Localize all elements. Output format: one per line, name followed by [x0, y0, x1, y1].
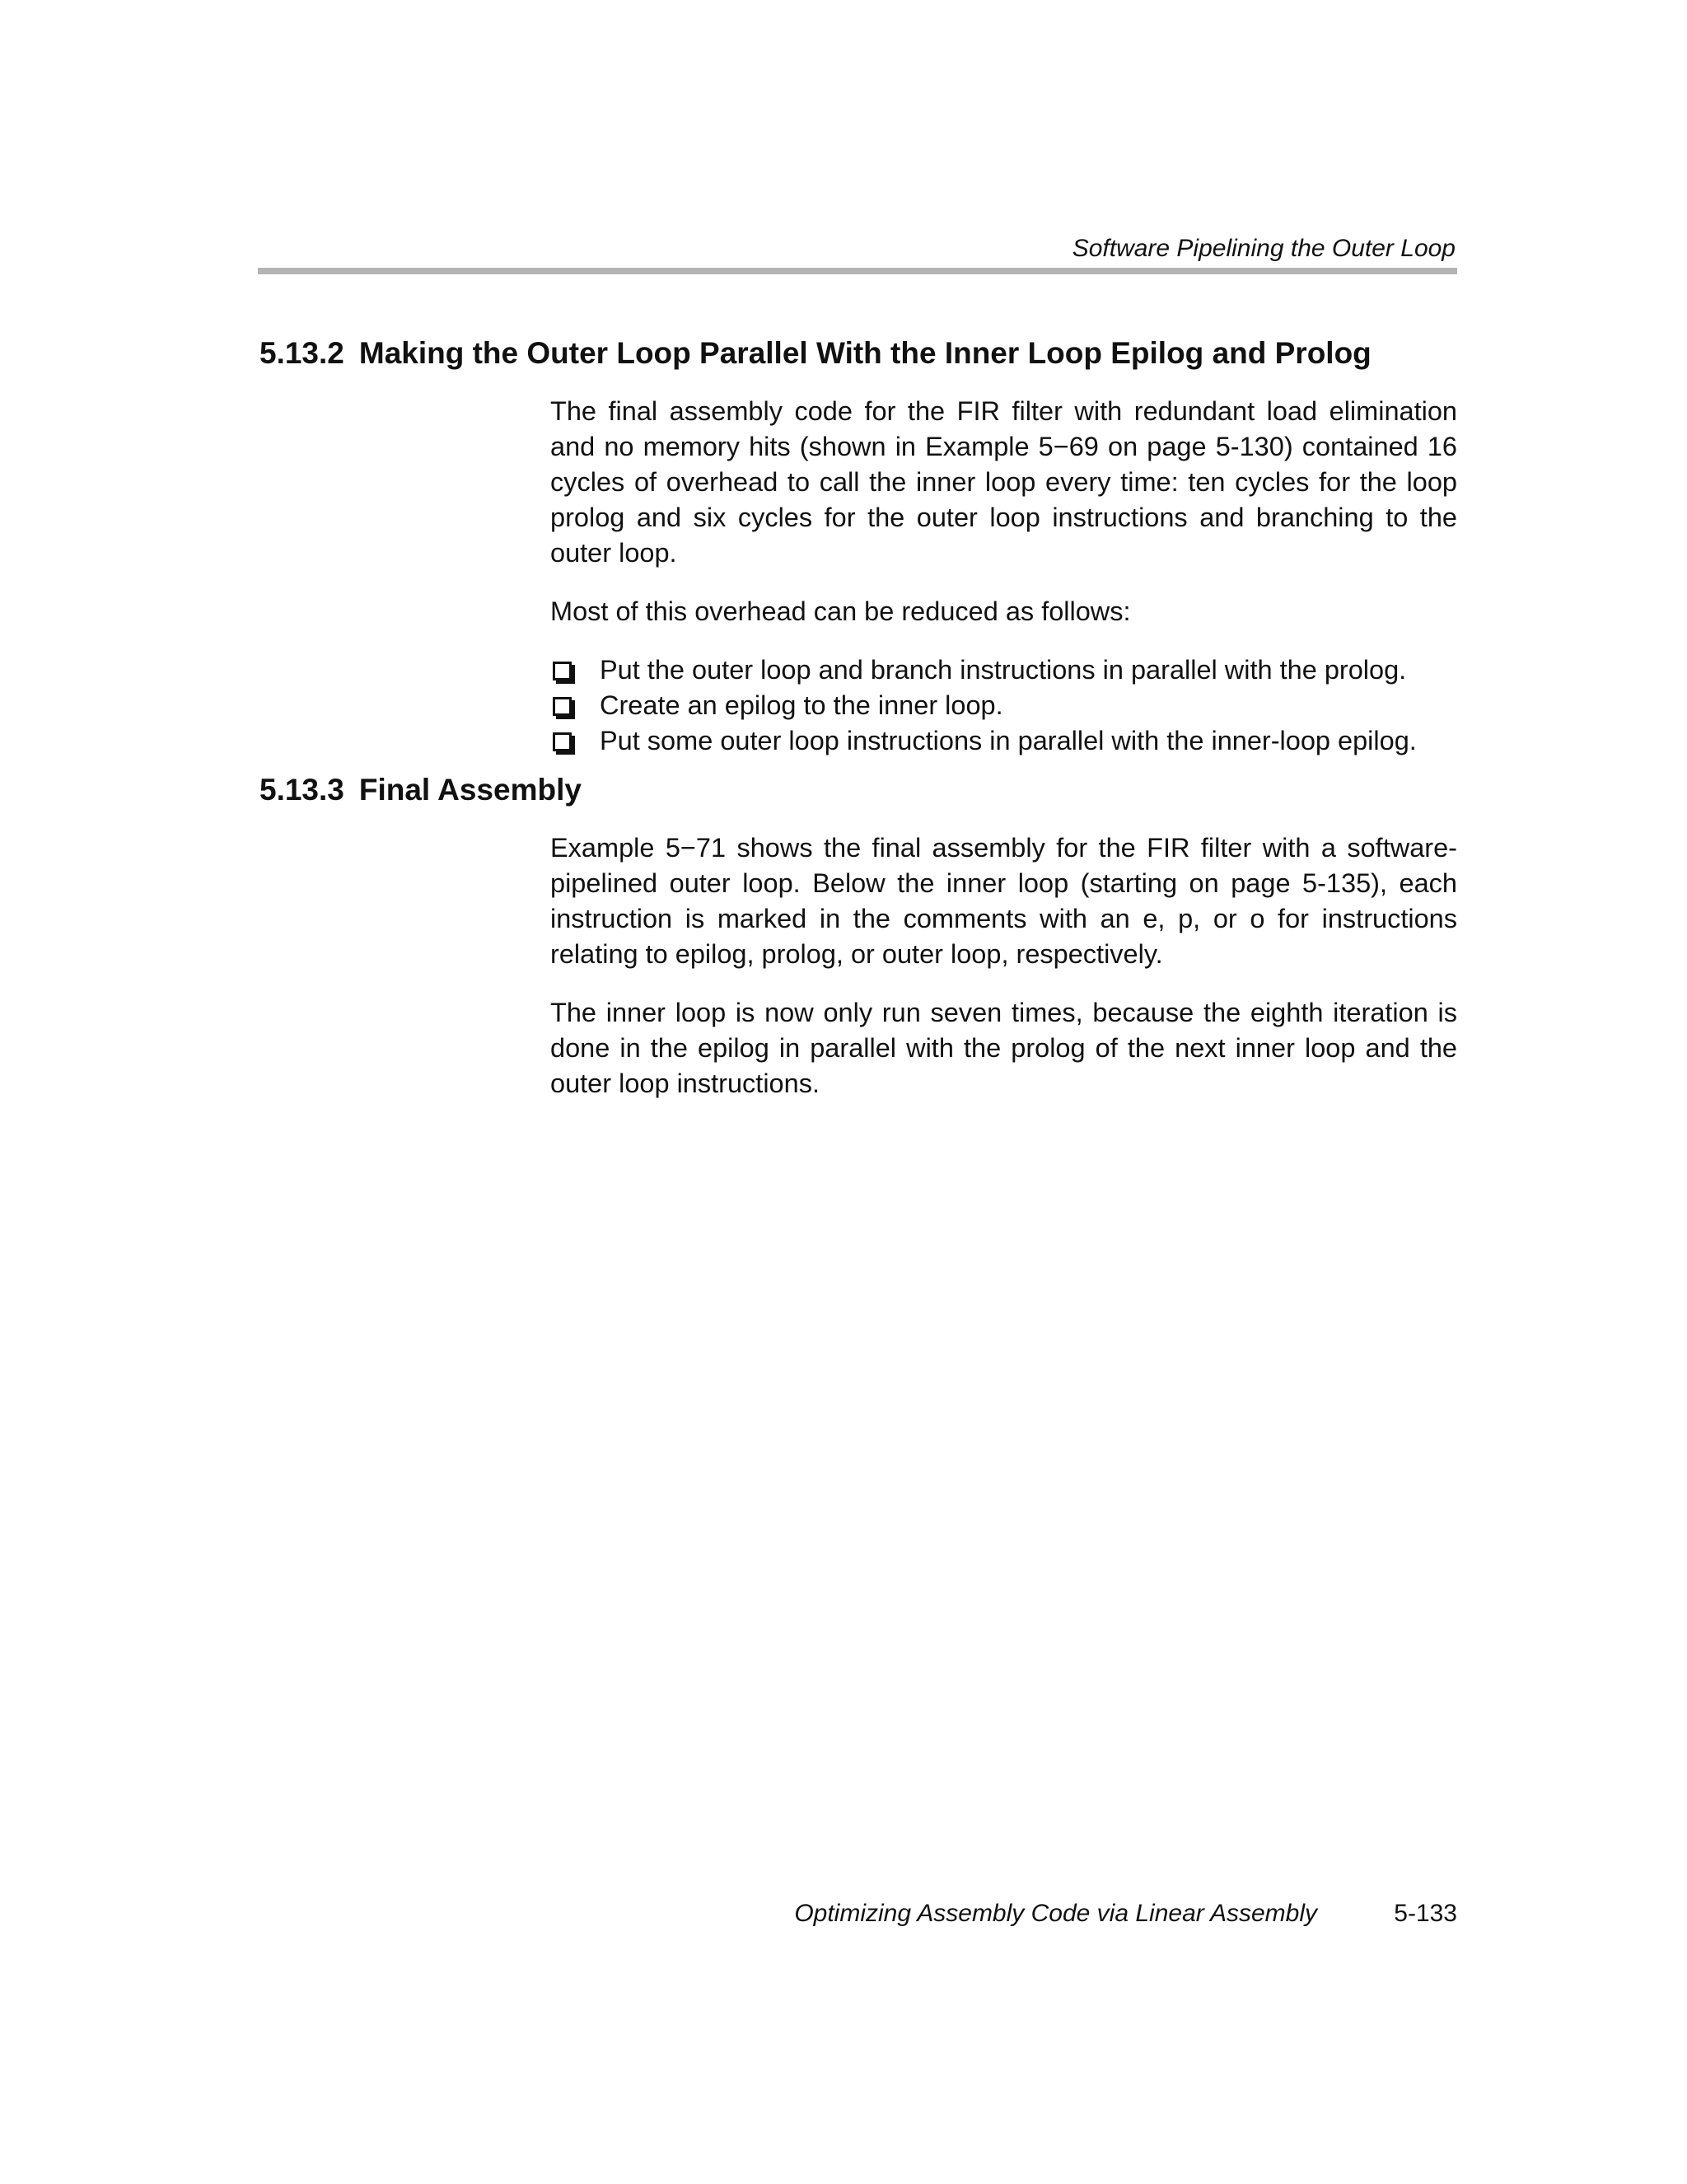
- list-item-text: Put the outer loop and branch instructions in parallel with the prolog.: [600, 655, 1407, 685]
- paragraph: Example 5−71 shows the final assembly for the FIR filter with a software-pipelined outer loop. Below the inner loop (starting on page 5-135), each instruction is marked in the comments with an e, p, or o for instructions relating to epilog, prolog, or outer loop, respectively.: [550, 833, 1457, 969]
- bullet-list: [550, 652, 1457, 759]
- section-heading-5-13-3: [259, 771, 582, 809]
- list-item: [550, 652, 1457, 688]
- section-title: Final Assembly: [358, 773, 582, 807]
- list-item: [550, 688, 1457, 723]
- paragraph: The final assembly code for the FIR filter with redundant load elimination and no memory hits (shown in Example 5−69 on page 5-130) contained 16 cycles of overhead to call the inner loop every time: ten cycles for the loop prolog and six cycles for the outer loop instructions and branching to the outer loop.: [550, 396, 1457, 568]
- checkbox-bullet-icon: [553, 662, 572, 680]
- section-heading-5-13-2: [259, 334, 1372, 372]
- list-item: [550, 723, 1457, 759]
- list-item-text: Put some outer loop instructions in parallel with the inner-loop epilog.: [600, 726, 1417, 755]
- list-item-text: Create an epilog to the inner loop.: [600, 690, 1003, 720]
- section-body-5-13-3: [550, 830, 1457, 1101]
- checkbox-bullet-icon: [553, 732, 572, 751]
- section-number: 5.13.2: [259, 336, 344, 370]
- header-rule: [258, 268, 1457, 274]
- checkbox-bullet-icon: [553, 697, 572, 716]
- paragraph: Most of this overhead can be reduced as follows:: [550, 596, 1131, 626]
- section-body-5-13-2: [550, 394, 1457, 759]
- running-header: Software Pipelining the Outer Loop: [1072, 235, 1456, 262]
- section-number: 5.13.3: [259, 773, 344, 807]
- section-title: Making the Outer Loop Parallel With the Inner Loop Epilog and Prolog: [358, 336, 1372, 370]
- footer-title: Optimizing Assembly Code via Linear Assembly: [794, 1900, 1317, 1927]
- paragraph: The inner loop is now only run seven times, because the eighth iteration is done in the epilog in parallel with the prolog of the next inner loop and the outer loop instructions.: [550, 998, 1457, 1098]
- page-number: 5-133: [1394, 1900, 1457, 1927]
